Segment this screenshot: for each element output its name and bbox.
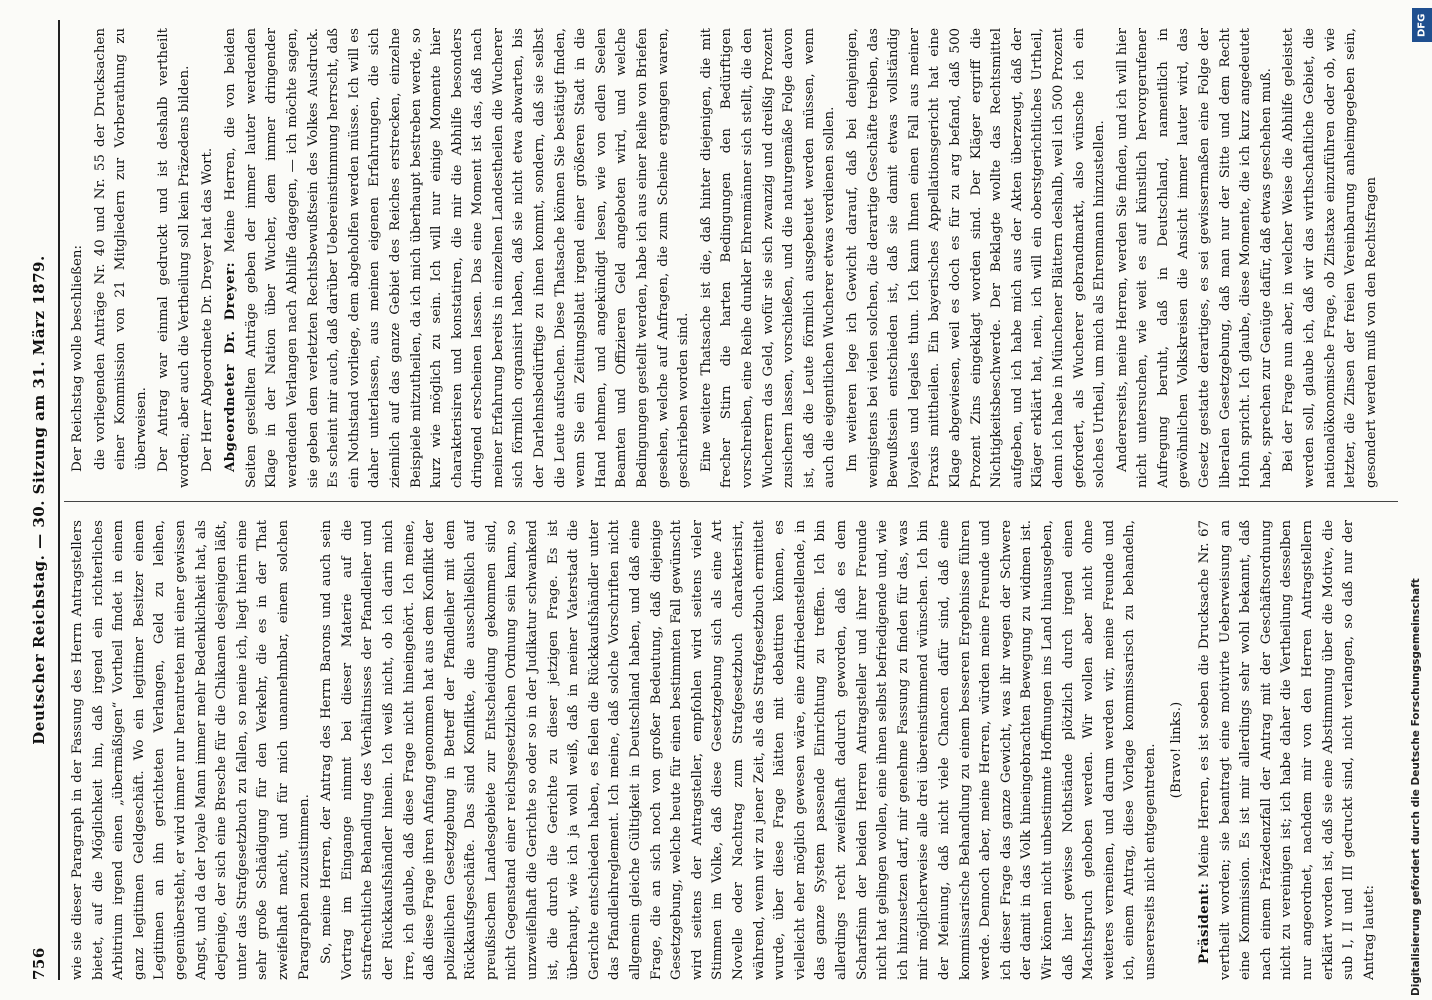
president-note: Der Antrag war einmal gedruckt und ist deshalb vertheilt worden; aber auch die Vertheilung soll kein Präzedens bilden. <box>156 28 192 488</box>
applause-note: (Bravo! links.) <box>1169 701 1185 799</box>
statement-text: Meine Herren, die von beiden Seiten gestellten Anträge geben der immer lauter werdenden Klage in der Nation über Wucher, dem immer dringender werdenden Verlangen nach Abhilfe dagegen, — ich möchte sagen, sie geben dem verletzten Rechtsbewußtsein des Volkes Ausdruck. Es scheint mir auch, daß darüber Uebereinstimmung herrscht, daß ein Nothstand vorliege, dem abgeholfen werden müsse. Ich will es daher unterlassen, aus meinen eigenen Erfahrungen, die sich ziemlich auf das ganze Gebiet des Reiches erstrecken, einzelne Beispiele mitzutheilen, da ich mich überhaupt bestreben werde, so kurz wie möglich zu sein. Ich will nur einige Momente hier charakterisiren und konstatiren, die mir die Abhilfe besonders dringend erscheinen lassen. Das eine Moment ist das, daß nach meiner Erfahrung bereits in einzelnen Landestheilen die Wucherer sich förmlich organisirt haben, daß sie nicht etwa abwarten, bis der Darlehnsbedürftige zu ihnen kommt, sondern, daß sie selbst die Leute aufsuchen. Diese Thatsache können Sie bestätigt finden, wenn Sie ein Zeitungsblatt irgend einer größeren Stadt in die Hand nehmen, und angekündigt lesen, wie von edlen Seelen Beamten und Offizieren Geld angeboten wird, und welche Bedingungen gestellt werden, habe ich aus einer Reihe von Briefen gesehen, welche auf Anfragen, die zum Scheine ergangen waren, geschrieben worden sind. <box>223 28 692 488</box>
column-divider <box>64 501 1398 502</box>
paragraph: So, meine Herren, der Antrag des Herrn Barons und auch sein Vortrag im Eingange nimmt bei dieser Materie auf die strafrechtliche Behandlung des Verhältnisses der Pfandleiher und der Rückkaufshändler hinein. Ich weiß nicht, ob ich darin mich irre, ich glaube, daß diese Frage nicht hineingehört. Ich meine, daß diese Frage ihren Anfang genommen hat aus dem Konflikt der polizeilichen Gesetzgebung in Betreff der Pfandleiher mit dem Rückkaufsgeschäfte. Das sind Konflikte, die ausschließlich auf preußischem Landesgebiete zur Entscheidung gekommen sind, nicht Gegenstand einer reichsgesetzlichen Ordnung sein kann, so unzweifelhaft die Gerichte so oder so in der Judikatur schwankend ist, die durch die Gerichte zu dieser jetzigen Frage. Es ist überhaupt, wie ich ja wohl weiß, daß in meiner Vaterstadt die Gerichte entschieden haben, es fielen die Rückkaufshändler unter das Pfandleihreglement. Ich meine, daß solche Vorschriften nicht allgemein gleiche Gültigkeit in Deutschland haben, und daß eine Frage, die an sich noch von großer Bedeutung, daß diejenige Gesetzgebung, welche heute für einen bestimmten Fall gewünscht wird seitens der Antragsteller, empfohlen wird seitens vieler Stimmen im Volke, daß diese Gesetzgebung sich als eine Art Novelle oder Nachtrag zum Strafgesetzbuch charakterisirt, während, wenn wir zu jener Zeit, als das Strafgesetzbuch ermittelt wurde, über diese Frage hätten mit debattiren können, es vielleicht eher möglich gewesen wäre, eine zufriedenstellende, in das ganze System passende Einrichtung zu treffen. Ich bin allerdings recht zweifelhaft dadurch geworden, daß es dem Scharfsinn der beiden Herren Antragsteller und ihrer Freunde nicht hat gelingen wollen, eine ihnen selbst befriedigende und, wie ich hinzusetzen darf, mir genehme Fassung zu finden für das, was mir möglicherweise alle drei übereinstimmend wünschen. Ich bin der Meinung, daß nicht viele Chancen dafür sind, daß eine kommissarische Behandlung zu einem besseren Ergebnisse führen werde. Dennoch aber, meine Herren, würden meine Freunde und ich dieser Frage das ganze Gewicht, was ihr wegen der Schwere der damit in das Volk hineingebrachten Bewegung zu widmen ist. Wir können nicht unbestimmte Hoffnungen ins Land hinausgeben, daß hier gewisse Nothstände plötzlich durch irgend einen Machtspruch gehoben werden. Wir wollen aber nicht ohne weiteres verneinen, und darum werden wir, meine Freunde und ich, einem Antrag, diese Vorlage kommissarisch zu behandeln, unsererseits nicht entgegentreten. <box>319 520 1158 980</box>
page-header <box>22 20 60 980</box>
paragraph: wie sie dieser Paragraph in der Fassung des Herrn Antragstellers bietet, auf die Möglichkeit hin, daß irgend ein richterliches Arbitrium irgend einen „übermäßigen“ Vortheil findet in einem ganz legitimen Geldgeschäft. Wo ein legitimer Besitzer einem Legitimen an ihn gerichteten Verlangen, Geld zu leihen, gegenübersteht, er wird immer nur herantreten mit einer gewissen Angst, und da der loyale Mann immer mehr Bedenklichkeit hat, als derjenige, der sich eine Bresche für die Chikanen desjenigen läßt, unter das Strafgesetzbuch zu fallen, so meine ich, liegt hierin eine sehr große Schädigung für den Verkehr, die es in der That zweifelhaft macht, und für mich unannehmbar, einem solchen Paragraphen zuzustimmen. <box>70 520 312 980</box>
paragraph: Im weiteren lege ich Gewicht darauf, daß bei denjenigen, wenigstens bei vielen solchen, die derartige Geschäfte treiben, das Bewußtsein entschieden ist, daß sie damit etwas vollständig loyales und legales thun. Ich kann Ihnen einen Fall aus meiner Praxis mittheilen. Ein bayerisches Appellationsgericht hat eine Klage abgewiesen, weil es doch es für zu arg befand, daß 500 Prozent Zins eingeklagt worden sind. Der Kläger ergriff die Nichtigkeitsbeschwerde. Der Beklagte wollte das Rechtsmittel aufgeben, und ich habe mich aus der Akten überzeugt, daß der Kläger erklärt hat, nein, ich will ein oberstgerichtliches Urtheil, denn ich habe in Münchener Blättern deshalb, weil ich 500 Prozent gefordert, als Wucherer gebrandmarkt, also wünsche ich ein solches Urtheil, um mich als Ehrenmann hinzustellen. <box>844 28 1108 488</box>
publication-title: Deutscher Reichstag. <box>30 554 48 745</box>
resolution-block <box>91 28 153 488</box>
president-statement <box>1194 520 1380 980</box>
session-line <box>30 20 48 980</box>
paragraph: Eine weitere Thatsache ist die, daß hinter diejenigen, die mit frecher Stirn die harten Bedingungen den Bedürftigen vorschreiben, eine Reihe dunkler Ehrenmänner sich stellt, die den Wucherern das Geld, wofür sie sich zwanzig und dreißig Prozent zusichern lassen, vorschießen, und die naturgemäße Folge davon ist, daß die Leute förmlich ausgebeutet werden müssen, wenn auch die eigentlichen Wucherer etwas verdienen sollen. <box>698 28 838 488</box>
statement-text: Meine Herren, es ist soeben die Drucksache Nr. 67 vertheilt worden; sie beantragt eine motivirte Ueberweisung an eine Kommission. Es ist mir allerdings sehr wohl bekannt, daß nach einem Präzedenzfall der Antrag mit der Geschäftsordnung nicht zu vereinigen ist; ich habe daher die Vertheilung desselben nur angeordnet, nachdem mir von den Herren Antragstellern erklärt worden ist, daß sie eine Abstimmung über die Motive, die sub I, II und III gedruckt sind, nicht verlangen, so daß nur der Antrag lautet: <box>1197 520 1377 980</box>
dfg-logo: DFG <box>1412 8 1432 42</box>
floor-given: Der Herr Abgeordnete Dr. Dreyer hat das Wort. <box>199 147 215 472</box>
dreyer-statement <box>220 28 695 488</box>
rotated-page-content <box>22 20 1402 980</box>
digitization-credit: Digitalisierung gefördert durch die Deutsche Forschungsgemeinschaft <box>1410 578 1422 996</box>
right-column <box>68 28 1398 488</box>
speaker-president: Präsident: <box>1196 882 1213 964</box>
paragraph: Bei der Frage nun aber, in welcher Weise die Abhilfe geleistet werden soll, glaube ich, daß wir das wirthschaftliche Gebiet, die nationalökonomische Frage, ob Zinstaxe einzuführen oder ob, wie letzter, die Zinsen der freien Vereinbarung anheimgegeben sein, gesondert werden muß von den Rechtsfragen <box>1281 28 1379 488</box>
paragraph: Andererseits, meine Herren, werden Sie finden, und ich will hier nicht untersuchen, wie weit es auf künstlich hervorgerufener Aufregung beruht, daß in Deutschland, namentlich in gewöhnlichen Volkskreisen die Ansicht immer lauter wird, das Gesetz gestatte derartiges, es sei gewissermaßen eine Folge der liberalen Gesetzgebung, daß man nur der Sitte und dem Recht Hohn spricht. Ich glaube, diese Momente, die ich kurz angedeutet habe, sprechen zur Genüge dafür, daß etwas geschehen muß. <box>1114 28 1274 488</box>
resolution-intro: Der Reichstag wolle beschließen: <box>70 244 85 472</box>
left-column <box>68 520 1398 980</box>
speaker-dreyer: Abgeordneter Dr. Dreyer: <box>222 262 239 472</box>
session-date: — 30. Sitzung am 31. März 1879. <box>30 255 48 549</box>
resolution-text: die vorliegenden Anträge Nr. 40 und Nr. 55 der Drucksachen einer Kommission von 21 Mitgliedern zur Vorberathung zu überweisen. <box>92 28 149 470</box>
page-number: 756 <box>30 947 48 980</box>
